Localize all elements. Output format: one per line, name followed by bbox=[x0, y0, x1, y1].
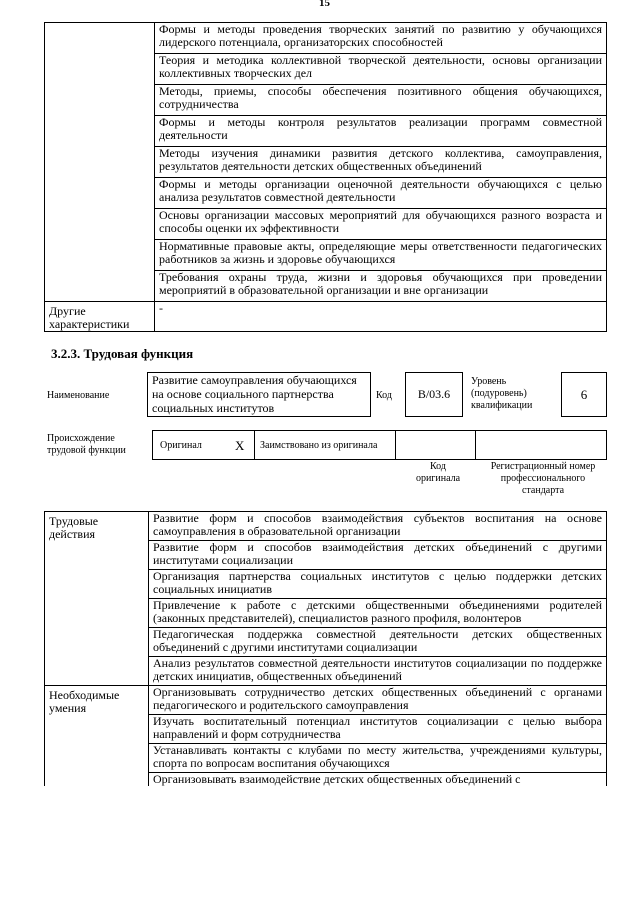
knowledge-item: Нормативные правовые акты, определяющие меры ответственности педагогических работников за жизнь и здоровье обучающихся bbox=[155, 240, 607, 271]
other-characteristics-value: - bbox=[155, 302, 607, 332]
original-label: Оригинал bbox=[160, 440, 202, 451]
code-label: Код bbox=[376, 390, 392, 401]
actions-skills-table bbox=[44, 511, 607, 786]
section-heading: 3.2.3. Трудовая функция bbox=[51, 346, 194, 361]
action-item: Организация партнерства социальных институтов с целью поддержки детских социальных инициатив bbox=[149, 570, 607, 599]
skill-item: Организовывать сотрудничество детских общественных объединений с органами педагогического и родительского самоуправления bbox=[149, 686, 607, 715]
level-value: 6 bbox=[561, 372, 607, 417]
function-code: B/03.6 bbox=[405, 372, 463, 417]
original-mark: X bbox=[235, 438, 245, 453]
action-item: Педагогическая поддержка совместной деятельности детских общественных объединений с другими институтами социализации bbox=[149, 628, 607, 657]
knowledge-item: Формы и методы проведения творческих занятий по развитию у обучающихся лидерского потенциала, организаторских способностей bbox=[155, 23, 607, 54]
page-number: 15 bbox=[319, 0, 330, 9]
empty-label-cell bbox=[45, 23, 155, 302]
skill-item: Устанавливать контакты с клубами по месту жительства, учреждениями культуры, спорта по вопросам воспитания обучающихся bbox=[149, 744, 607, 773]
divider bbox=[475, 431, 476, 459]
actions-label: Трудовые действия bbox=[45, 512, 149, 686]
level-label: Уровень (подуровень) квалификации bbox=[471, 376, 533, 411]
reg-number-caption: Регистрационный номер профессионального стандарта bbox=[490, 461, 596, 496]
skill-item: Организовывать взаимодействие детских общественных объединений с bbox=[149, 773, 607, 787]
name-label: Наименование bbox=[47, 390, 110, 401]
other-characteristics-label: Другие характеристики bbox=[45, 302, 155, 332]
knowledge-item: Основы организации массовых мероприятий для обучающихся разного возраста и способы оценки их эффективности bbox=[155, 209, 607, 240]
skill-item: Изучать воспитательный потенциал институтов социализации с целью выбора направлений и форм сотрудничества bbox=[149, 715, 607, 744]
divider bbox=[395, 431, 396, 459]
origin-box bbox=[152, 430, 607, 460]
action-item: Развитие форм и способов взаимодействия субъектов воспитания на основе самоуправления в образовательной организации bbox=[149, 512, 607, 541]
knowledge-item: Теория и методика коллективной творческой деятельности, основы организации коллективных творческих дел bbox=[155, 54, 607, 85]
knowledge-table bbox=[44, 22, 607, 332]
knowledge-item: Формы и методы контроля результатов реализации программ совместной деятельности bbox=[155, 116, 607, 147]
divider bbox=[254, 431, 255, 459]
knowledge-item: Методы изучения динамики развития детского коллектива, самоуправления, результатов деятельности детских общественных объединений bbox=[155, 147, 607, 178]
skills-label: Необходимые умения bbox=[45, 686, 149, 787]
code-original-caption: Код оригинала bbox=[415, 461, 461, 484]
borrowed-label: Заимствовано из оригинала bbox=[260, 440, 378, 451]
action-item: Анализ результатов совместной деятельности институтов социализации по поддержке детских инициатив, общественных объединений bbox=[149, 657, 607, 686]
action-item: Развитие форм и способов взаимодействия детских объединений с другими институтами социализации bbox=[149, 541, 607, 570]
origin-label: Происхождение трудовой функции bbox=[47, 433, 126, 456]
knowledge-item: Формы и методы организации оценочной деятельности обучающихся с целью анализа результатов совместной деятельности bbox=[155, 178, 607, 209]
knowledge-item: Требования охраны труда, жизни и здоровья обучающихся при проведении мероприятий в образовательной организации и вне организации bbox=[155, 271, 607, 302]
function-name: Развитие самоуправления обучающихся на основе социального партнерства социальных институтов bbox=[147, 372, 371, 417]
action-item: Привлечение к работе с детскими общественными объединениями родителей (законных представителей), специалистов разного профиля, волонтеров bbox=[149, 599, 607, 628]
knowledge-item: Методы, приемы, способы обеспечения позитивного общения обучающихся, сотрудничества bbox=[155, 85, 607, 116]
